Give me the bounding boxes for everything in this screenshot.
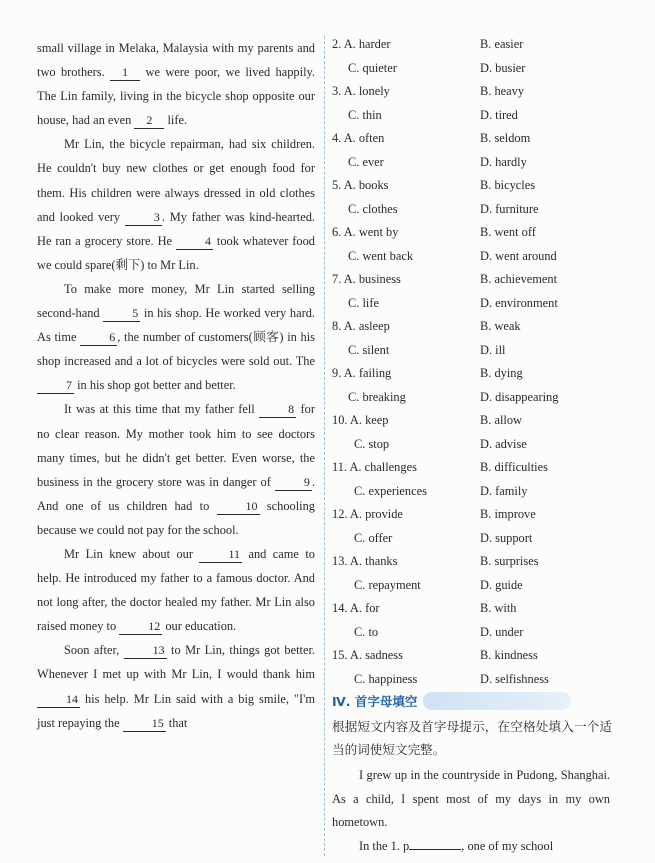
option-a[interactable] (332, 127, 384, 151)
option-c[interactable]: C. offer (354, 530, 393, 545)
option-b[interactable]: B. with (480, 601, 517, 615)
option-b[interactable]: B. kindness (480, 648, 538, 662)
option-d[interactable]: D. busier (480, 60, 526, 75)
passage-text: In the 1. p (359, 838, 410, 853)
option-d[interactable]: D. selfishness (480, 671, 549, 686)
passage-text: , the number of customers(顾客) in his shop increased and a lot of bicycles were sold out. The (37, 330, 315, 369)
option-d[interactable]: D. furniture (480, 201, 539, 216)
option-c[interactable]: C. stop (354, 436, 390, 451)
passage-text: . And one of us children had to (37, 474, 315, 513)
option-b[interactable]: B. weak (480, 319, 521, 333)
passage-text: To make more money, Mr Lin started selling second-hand (37, 281, 315, 321)
option-row (332, 292, 622, 316)
option-d[interactable]: D. ill (480, 342, 506, 357)
option-row (332, 268, 622, 292)
question-number: 13. (332, 554, 348, 568)
passage-right (332, 764, 610, 858)
option-a[interactable] (332, 503, 403, 527)
passage-text: our education. (162, 619, 237, 634)
passage-paragraph: I grew up in the countryside in Pudong, Shanghai. As a child, I spent most of my days in my own hometown. (332, 768, 610, 829)
option-row (332, 339, 622, 363)
passage-text: and came to help. He introduced my father to a famous doctor. And not long after, the doctor healed my father. Mr Lin also raised money to (37, 546, 315, 634)
blank-3[interactable]: 3 (125, 210, 162, 226)
blank-6[interactable]: 6 (80, 330, 117, 346)
passage-text: Mr Lin knew about our (64, 546, 200, 561)
option-row (332, 621, 622, 645)
option-text: A. went by (343, 225, 399, 239)
passage-text: his help. Mr Lin said with a big smile, "I'm just repaying the (37, 691, 315, 730)
blank-14[interactable]: 14 (37, 692, 80, 708)
option-b[interactable]: B. dying (480, 366, 523, 380)
option-b[interactable]: B. allow (480, 413, 522, 427)
option-a[interactable] (332, 268, 401, 292)
option-a[interactable] (332, 550, 397, 574)
option-row (332, 33, 622, 57)
option-c[interactable]: C. ever (348, 154, 384, 169)
option-a[interactable] (332, 174, 388, 198)
option-b[interactable]: B. surprises (480, 554, 539, 568)
passage-text: for no clear reason. My mother took him to see doctors many times, but he didn't get better. Even worse, the business in the grocery store was in danger of (37, 402, 315, 489)
option-d[interactable]: D. support (480, 530, 533, 545)
option-row (332, 362, 622, 386)
option-row (332, 480, 622, 504)
option-c[interactable]: C. went back (348, 248, 414, 263)
option-text: A. asleep (343, 319, 390, 333)
option-row (332, 386, 622, 410)
question-number: 11. (332, 460, 348, 474)
option-row (332, 315, 622, 339)
section-instruction: 根据短文内容及首字母提示，在空格处填入一个适当的词使短文完整。 (332, 719, 612, 757)
passage-paragraph (37, 542, 315, 638)
option-b[interactable]: B. easier (480, 37, 524, 51)
blank-4[interactable]: 4 (176, 234, 213, 250)
option-row (332, 104, 622, 128)
option-d[interactable]: D. guide (480, 577, 523, 592)
option-c[interactable]: C. happiness (354, 671, 418, 686)
option-row (332, 127, 622, 151)
option-c[interactable]: C. repayment (354, 577, 421, 592)
options-list (332, 33, 622, 691)
option-text: A. often (343, 131, 385, 145)
fill-blank[interactable] (409, 849, 461, 850)
passage-text: . My father was kind-hearted. He ran a grocery store. He (37, 209, 315, 248)
option-b[interactable]: B. improve (480, 507, 536, 521)
passage-text: in his shop got better and better. (74, 378, 236, 393)
blank-8[interactable]: 8 (259, 402, 296, 418)
option-c[interactable]: C. quieter (348, 60, 397, 75)
blank-9[interactable]: 9 (275, 475, 312, 491)
blank-11[interactable]: 11 (199, 547, 242, 563)
question-number: 15. (332, 648, 348, 662)
option-c[interactable]: C. clothes (348, 201, 398, 216)
section-tag-highlight (423, 692, 571, 710)
passage-paragraph (37, 132, 315, 277)
option-row (332, 57, 622, 81)
option-row (332, 198, 622, 222)
question-number: 10. (332, 413, 348, 427)
option-row (332, 574, 622, 598)
option-text: A. provide (349, 507, 403, 521)
option-a[interactable] (332, 644, 403, 668)
option-row (332, 597, 622, 621)
question-number: 4. (332, 131, 342, 145)
passage-text: to Mr Lin, things got better. Whenever I met up with Mr Lin, I would thank him (37, 643, 315, 682)
blank-5[interactable]: 5 (103, 306, 140, 322)
option-row (332, 151, 622, 175)
blank-15[interactable]: 15 (123, 716, 166, 732)
option-row (332, 456, 622, 480)
blank-13[interactable]: 13 (124, 643, 167, 659)
passage-text: Soon after, (64, 643, 124, 658)
option-b[interactable]: B. difficulties (480, 460, 548, 474)
passage-paragraph (37, 397, 315, 542)
option-row (332, 245, 622, 269)
option-a[interactable] (332, 456, 417, 480)
option-row (332, 174, 622, 198)
option-b[interactable]: B. went off (480, 225, 536, 239)
blank-7[interactable]: 7 (37, 378, 74, 394)
section-title: Ⅳ. 首字母填空 (332, 694, 418, 709)
option-b[interactable]: B. achievement (480, 272, 558, 286)
question-number: 9. (332, 366, 342, 380)
passage-text: , one of my school (461, 838, 554, 853)
passage-paragraph (332, 835, 610, 859)
option-row (332, 80, 622, 104)
question-number: 7. (332, 272, 342, 286)
option-b[interactable]: B. seldom (480, 131, 531, 145)
blank-2[interactable]: 2 (134, 113, 164, 129)
option-row (332, 409, 622, 433)
question-number: 2. (332, 37, 342, 51)
option-c[interactable]: C. silent (348, 342, 390, 357)
option-text: A. for (349, 601, 380, 615)
option-c[interactable]: C. to (354, 624, 379, 639)
option-a[interactable] (332, 80, 390, 104)
option-text: A. lonely (343, 84, 390, 98)
option-row (332, 221, 622, 245)
option-row (332, 527, 622, 551)
option-d[interactable]: D. went around (480, 248, 557, 263)
option-d[interactable]: D. environment (480, 295, 558, 310)
option-c[interactable]: C. life (348, 295, 379, 310)
question-number: 14. (332, 601, 348, 615)
option-text: A. harder (343, 37, 391, 51)
question-number: 6. (332, 225, 342, 239)
passage-text: took whatever food we could spare(剩下) to Mr Lin. (37, 233, 315, 272)
blank-10[interactable]: 10 (217, 499, 260, 515)
question-number: 12. (332, 507, 348, 521)
passage-text: that (165, 715, 188, 730)
option-text: A. challenges (349, 460, 417, 474)
option-c[interactable]: C. experiences (354, 483, 427, 498)
passage-text: we were poor, we lived happily. The Lin family, living in the bicycle shop opposite our house, had an even (37, 65, 315, 128)
question-number: 8. (332, 319, 342, 333)
option-text: A. keep (349, 413, 389, 427)
option-row (332, 433, 622, 457)
option-d[interactable]: D. tired (480, 107, 518, 122)
column-divider (324, 36, 325, 856)
option-b[interactable]: B. bicycles (480, 178, 536, 192)
passage-left-column (37, 36, 315, 735)
blank-1[interactable]: 1 (110, 65, 140, 81)
blank-12[interactable]: 12 (119, 619, 162, 635)
option-d[interactable]: D. family (480, 483, 528, 498)
passage-text: Mr Lin, the bicycle repairman, had six children. He couldn't buy new clothes or get enough food for them. His children were always dressed in old clothes and looked very (37, 137, 315, 224)
passage-text: schooling because we could not pay for the school. (37, 498, 315, 537)
option-a[interactable] (332, 362, 391, 386)
option-d[interactable]: D. hardly (480, 154, 527, 169)
question-number: 3. (332, 84, 342, 98)
option-text: A. failing (343, 366, 392, 380)
option-row (332, 668, 622, 692)
option-c[interactable]: C. breaking (348, 389, 406, 404)
option-text: A. thanks (349, 554, 398, 568)
passage-text: small village in Melaka, Malaysia with my parents and two brothers. (37, 41, 315, 80)
option-row (332, 550, 622, 574)
option-text: A. business (343, 272, 401, 286)
passage-text: life. (164, 113, 188, 128)
option-a[interactable] (332, 315, 390, 339)
option-b[interactable]: B. heavy (480, 84, 525, 98)
option-a[interactable] (332, 221, 398, 245)
option-a[interactable] (332, 409, 388, 433)
option-d[interactable]: D. under (480, 624, 524, 639)
option-a[interactable] (332, 33, 391, 57)
section-header (332, 690, 571, 712)
option-a[interactable] (332, 597, 380, 621)
passage-paragraph (37, 277, 315, 397)
option-text: A. sadness (349, 648, 403, 662)
option-row (332, 503, 622, 527)
passage-paragraph (37, 638, 315, 734)
option-c[interactable]: C. thin (348, 107, 382, 122)
question-number: 5. (332, 178, 342, 192)
option-row (332, 644, 622, 668)
passage-paragraph (37, 36, 315, 132)
option-d[interactable]: D. advise (480, 436, 527, 451)
passage-text: It was at this time that my father fell (64, 402, 260, 417)
passage-text: in his shop. He worked very hard. As time (37, 306, 315, 345)
option-d[interactable]: D. disappearing (480, 389, 559, 404)
option-text: A. books (343, 178, 389, 192)
